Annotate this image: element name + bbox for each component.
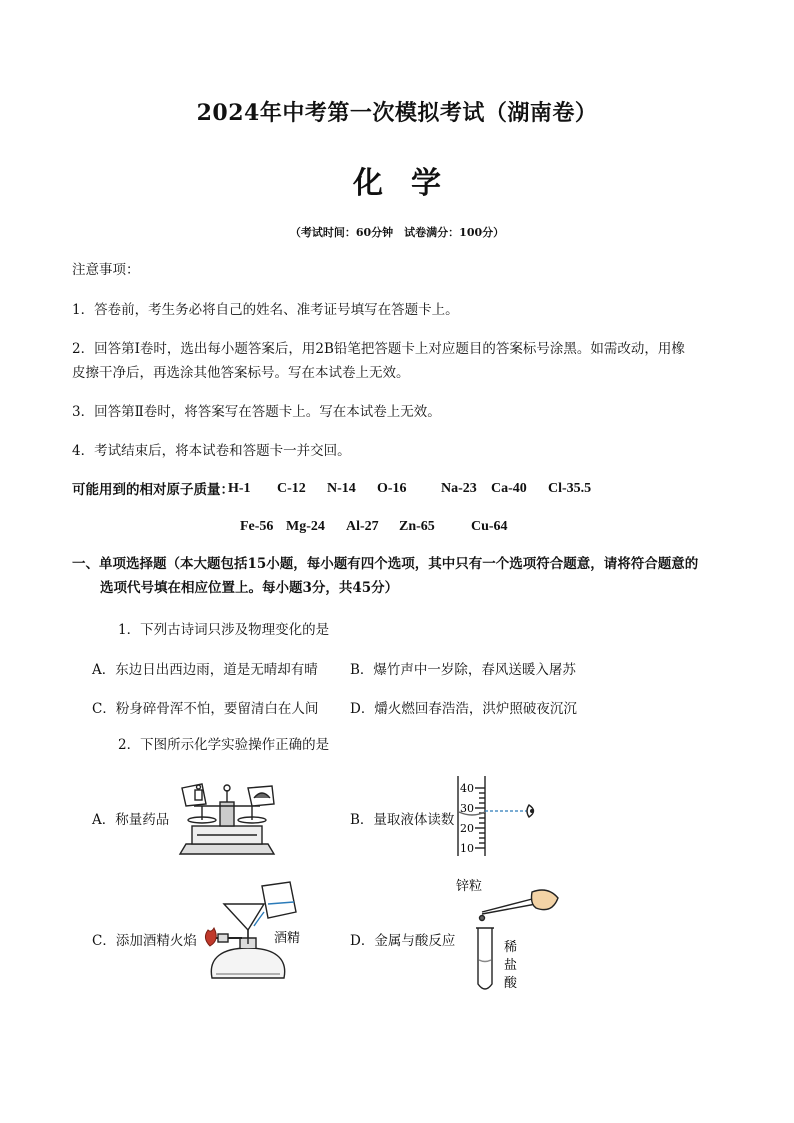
atomic-mass-al: Al-27 — [346, 519, 379, 534]
q1-option-a: A．东边日出西边雨，道是无晴却有晴 — [92, 662, 318, 678]
notice-item-2: 2．回答第Ⅰ卷时，选出每小题答案后，用2B铅笔把答题卡上对应题目的答案标号涂黑。如需改动，用橡 — [72, 341, 685, 357]
atomic-mass-n: N-14 — [327, 481, 356, 496]
atomic-mass-na: Na-23 — [441, 481, 477, 496]
q2-option-a: A．称量药品 — [92, 812, 170, 828]
q1-option-d: D．爝火燃回春浩浩，洪炉照破夜沉沉 — [350, 701, 577, 717]
atomic-mass-c: C-12 — [277, 481, 306, 496]
acid-label-3: 酸 — [504, 976, 518, 991]
atomic-mass-fe: Fe-56 — [240, 519, 274, 534]
notice-item-1: 1．答卷前，考生务必将自己的姓名、准考证号填写在答题卡上。 — [72, 302, 459, 318]
notice-heading: 注意事项： — [72, 262, 140, 278]
atomic-mass-ca: Ca-40 — [491, 481, 527, 496]
exam-meta: （考试时间：60分钟 试卷满分：100分） — [289, 226, 505, 239]
q1-option-b: B．爆竹声中一岁除，春风送暖入屠苏 — [350, 662, 576, 678]
cylinder-tick-30: 30 — [460, 802, 474, 815]
acid-label-1: 稀 — [504, 940, 518, 955]
atomic-mass-cl: Cl-35.5 — [548, 481, 592, 496]
atomic-mass-h: H-1 — [228, 481, 251, 496]
atomic-mass-zn: Zn-65 — [399, 519, 435, 534]
atomic-mass-o: O-16 — [377, 481, 407, 496]
acid-label-2: 盐 — [504, 958, 518, 973]
q2-option-d: D．金属与酸反应 — [350, 933, 456, 949]
exam-title: 2024年中考第一次模拟考试（湖南卷） — [196, 100, 598, 126]
q2-stem: 2．下图所示化学实验操作正确的是 — [118, 737, 330, 753]
cylinder-tick-20: 20 — [460, 822, 474, 835]
q2-option-c: C．添加酒精火焰 — [92, 933, 197, 949]
zinc-label: 锌粒 — [456, 879, 483, 894]
graduated-cylinder-figure — [455, 774, 550, 858]
q2-option-b: B．量取液体读数 — [350, 812, 455, 828]
atomic-mass-cu: Cu-64 — [471, 519, 508, 534]
q1-stem: 1．下列古诗词只涉及物理变化的是 — [118, 622, 330, 638]
notice-item-3: 3．回答第Ⅱ卷时，将答案写在答题卡上。写在本试卷上无效。 — [72, 404, 441, 420]
balance-figure — [172, 776, 282, 858]
cylinder-tick-40: 40 — [460, 782, 474, 795]
notice-item-2-cont: 皮擦干净后，再选涂其他答案标号。写在本试卷上无效。 — [72, 365, 410, 381]
alcohol-label: 酒精 — [274, 931, 301, 946]
notice-item-4: 4．考试结束后，将本试卷和答题卡一并交回。 — [72, 443, 351, 459]
q1-option-c: C．粉身碎骨浑不怕，要留清白在人间 — [92, 701, 319, 717]
subject-title: 化学 — [353, 166, 469, 201]
alcohol-lamp-figure — [200, 878, 312, 990]
section-1-heading: 一、单项选择题（本大题包括15小题，每小题有四个选项，其中只有一个选项符合题意，请将符合题意的 — [72, 556, 699, 572]
test-tube-figure — [452, 876, 562, 994]
cylinder-tick-10: 10 — [460, 842, 474, 855]
atomic-mass-mg: Mg-24 — [286, 519, 325, 534]
section-1-heading-cont: 选项代号填在相应位置上。每小题3分，共45分） — [100, 580, 399, 596]
atomic-mass-label: 可能用到的相对原子质量： — [72, 482, 234, 498]
